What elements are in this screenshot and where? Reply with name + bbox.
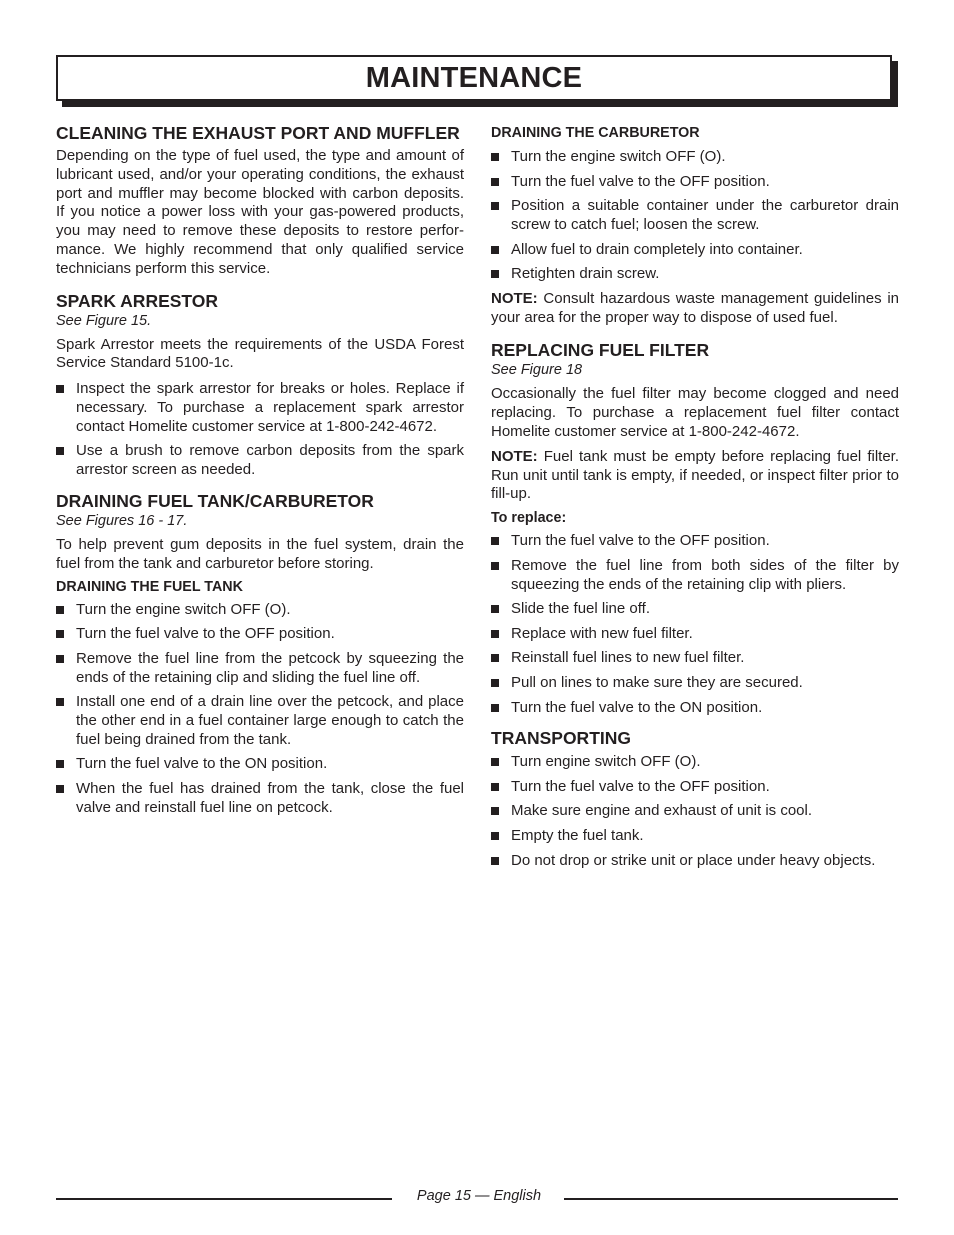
- list-item: Turn the engine switch OFF (O).: [56, 601, 464, 620]
- bullet-square-icon: [491, 537, 499, 545]
- list-item: Slide the fuel line off.: [491, 600, 899, 619]
- list-item: Position a suitable container under the carburetor drain screw to catch fuel; loosen the screw.: [491, 197, 899, 235]
- bullet-square-icon: [491, 807, 499, 815]
- fuel-filter-note: NOTE: Fuel tank must be empty before replacing fuel filter. Run unit until tank is empty, if needed, or inspect filter prior to fill-up.: [491, 447, 899, 503]
- footer-rule-left: [56, 1198, 392, 1200]
- bullet-square-icon: [56, 760, 64, 768]
- bullet-square-icon: [491, 783, 499, 791]
- list-item: Do not drop or strike unit or place under heavy objects.: [491, 852, 899, 871]
- bullet-square-icon: [491, 562, 499, 570]
- list-item: Turn the fuel valve to the OFF position.: [491, 778, 899, 797]
- draining-carburetor-subheading: DRAINING THE CARBURETOR: [491, 125, 700, 141]
- bullet-square-icon: [491, 832, 499, 840]
- list-item: Turn the engine switch OFF (O).: [491, 148, 899, 167]
- list-item: Empty the fuel tank.: [491, 827, 899, 846]
- bullet-square-icon: [491, 202, 499, 210]
- footer-rule-right: [564, 1198, 898, 1200]
- bullet-square-icon: [491, 153, 499, 161]
- bullet-square-icon: [56, 698, 64, 706]
- bullet-square-icon: [491, 178, 499, 186]
- fuel-filter-body: Occasionally the fuel filter may become clogged and need replacing. To purchase a replacement fuel filter contact Homelite customer service at 1-800-242-4672.: [491, 385, 899, 440]
- spark-body: Spark Arrestor meets the requirements of the USDA Forest Service Standard 5100-1c.: [56, 335, 464, 372]
- list-item: Use a brush to remove carbon deposits from the spark arrestor screen as needed.: [56, 442, 464, 480]
- list-item: Retighten drain screw.: [491, 265, 899, 284]
- bullet-square-icon: [491, 270, 499, 278]
- draining-see-figures: See Figures 16 - 17.: [56, 512, 188, 529]
- list-item: Turn engine switch OFF (O).: [491, 753, 899, 772]
- bullet-square-icon: [491, 605, 499, 613]
- bullet-square-icon: [56, 606, 64, 614]
- list-item: Make sure engine and exhaust of unit is cool.: [491, 802, 899, 821]
- note-label: NOTE:: [491, 289, 538, 307]
- left-column: [56, 122, 464, 824]
- bullet-square-icon: [491, 679, 499, 687]
- draining-carburetor-list: [491, 148, 899, 284]
- bullet-square-icon: [491, 654, 499, 662]
- exhaust-body: Depending on the type of fuel used, the type and amount of lubricant used, and/or your operating conditions, the exhaust port and muffler may become blocked with carbon deposits. If you notice a power loss with your gas-powered products, you may need to remove these deposits to restore perfor-mance. We highly recommend that only qualified service technicians perform this service.: [56, 147, 464, 277]
- bullet-square-icon: [56, 447, 64, 455]
- transporting-list: [491, 753, 899, 870]
- list-item: Turn the fuel valve to the ON position.: [491, 699, 899, 718]
- list-item: Turn the fuel valve to the OFF position.: [491, 173, 899, 192]
- list-item: Replace with new fuel filter.: [491, 625, 899, 644]
- note-label: NOTE:: [491, 447, 538, 465]
- list-item: Allow fuel to drain completely into container.: [491, 241, 899, 260]
- list-item: Pull on lines to make sure they are secured.: [491, 674, 899, 693]
- list-item: Turn the fuel valve to the OFF position.: [491, 532, 899, 551]
- fuel-filter-see-figure: See Figure 18: [491, 362, 583, 379]
- bullet-square-icon: [56, 385, 64, 393]
- exhaust-heading: CLEANING THE EXHAUST PORT AND MUFFLER: [56, 123, 460, 143]
- spark-list: [56, 380, 464, 480]
- page-title-box: [56, 55, 892, 101]
- transporting-heading: TRANSPORTING: [491, 728, 631, 749]
- list-item: Remove the fuel line from both sides of the filter by squeezing the ends of the retaining clip with pliers.: [491, 557, 899, 595]
- bullet-square-icon: [56, 785, 64, 793]
- bullet-square-icon: [491, 246, 499, 254]
- fuel-filter-heading: REPLACING FUEL FILTER: [491, 340, 710, 361]
- list-item: Turn the fuel valve to the OFF position.: [56, 625, 464, 644]
- bullet-square-icon: [491, 758, 499, 766]
- list-item: Reinstall fuel lines to new fuel filter.: [491, 649, 899, 668]
- bullet-square-icon: [491, 630, 499, 638]
- draining-body: To help prevent gum deposits in the fuel system, drain the fuel from the tank and carburetor before storing.: [56, 535, 464, 572]
- bullet-square-icon: [56, 630, 64, 638]
- fuel-filter-list: [491, 532, 899, 717]
- to-replace-label: To replace:: [491, 510, 567, 527]
- spark-see-figure: See Figure 15.: [56, 312, 152, 329]
- spark-heading: SPARK ARRESTOR: [56, 290, 219, 311]
- draining-tank-list: [56, 601, 464, 818]
- list-item: Inspect the spark arrestor for breaks or holes. Replace if necessary. To purchase a replacement spark arrestor contact Homelite customer service at 1-800-242-4672.: [56, 380, 464, 436]
- list-item: When the fuel has drained from the tank, close the fuel valve and reinstall fuel line on petcock.: [56, 780, 464, 818]
- list-item: Install one end of a drain line over the petcock, and place the other end in a fuel container large enough to catch the fuel being drained from the tank.: [56, 693, 464, 749]
- bullet-square-icon: [491, 704, 499, 712]
- list-item: Remove the fuel line from the petcock by squeezing the ends of the retaining clip and sliding the fuel line off.: [56, 650, 464, 688]
- page-footer: Page 15 — English: [416, 1188, 542, 1204]
- bullet-square-icon: [491, 857, 499, 865]
- draining-heading: DRAINING FUEL TANK/CARBURETOR: [56, 490, 374, 511]
- bullet-square-icon: [56, 655, 64, 663]
- right-column: [491, 124, 899, 876]
- page-title: MAINTENANCE: [365, 62, 583, 94]
- carburetor-note: NOTE: Consult hazardous waste management guidelines in your area for the proper way to dispose of used fuel.: [491, 289, 899, 326]
- list-item: Turn the fuel valve to the ON position.: [56, 755, 464, 774]
- draining-tank-subheading: DRAINING THE FUEL TANK: [56, 578, 243, 595]
